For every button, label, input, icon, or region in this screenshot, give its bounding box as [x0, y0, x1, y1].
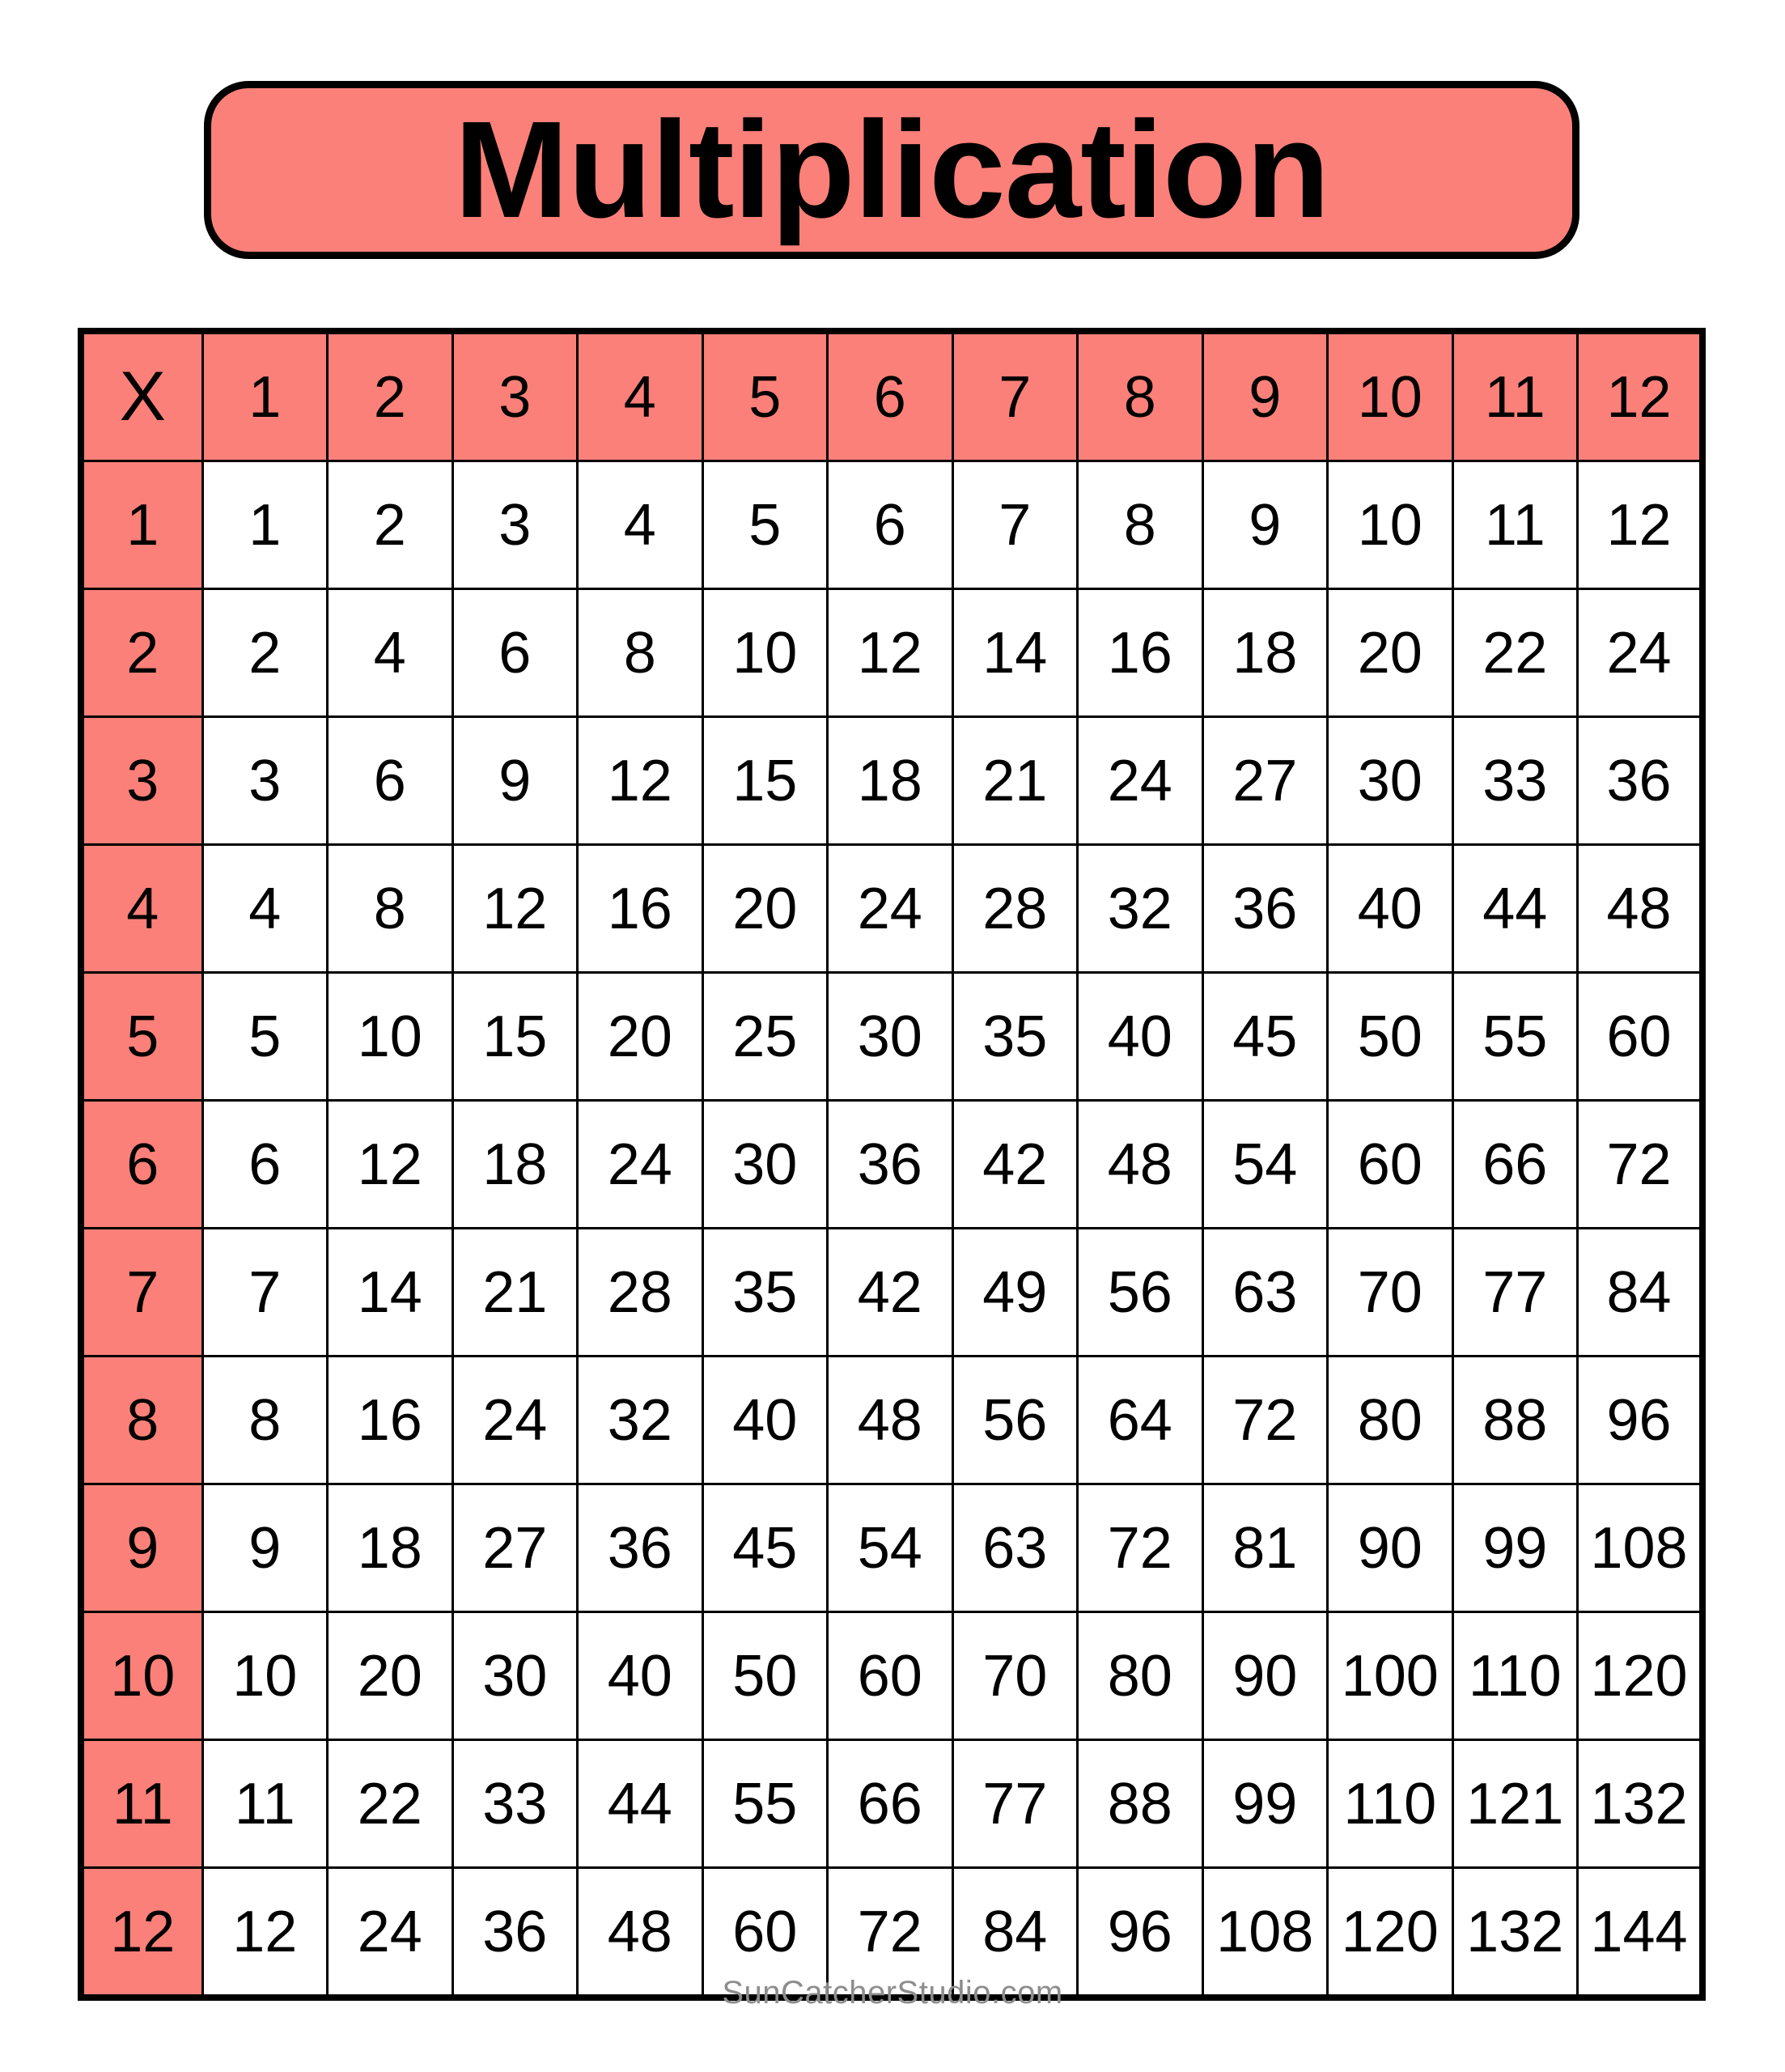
table-row	[81, 1484, 1702, 1612]
product-cell: 80	[1078, 1612, 1203, 1740]
row-header: 8	[81, 1357, 202, 1484]
product-cell: 56	[952, 1357, 1078, 1484]
product-cell: 24	[452, 1357, 578, 1484]
product-cell: 40	[702, 1357, 828, 1484]
product-cell: 63	[952, 1484, 1078, 1612]
product-cell: 24	[828, 845, 953, 973]
column-header: 6	[828, 331, 953, 461]
product-cell: 110	[1452, 1612, 1578, 1740]
table-header-row	[81, 331, 1702, 461]
column-header: 10	[1328, 331, 1453, 461]
product-cell: 6	[328, 717, 453, 845]
column-header: 3	[452, 331, 578, 461]
product-cell: 4	[578, 461, 703, 589]
product-cell: 8	[1078, 461, 1203, 589]
product-cell: 33	[1452, 717, 1578, 845]
product-cell: 9	[1202, 461, 1328, 589]
product-cell: 24	[1078, 717, 1203, 845]
product-cell: 5	[202, 973, 328, 1101]
table-row	[81, 461, 1702, 589]
product-cell: 54	[1202, 1101, 1328, 1229]
product-cell: 22	[1452, 589, 1578, 717]
product-cell: 40	[1328, 845, 1453, 973]
product-cell: 77	[952, 1740, 1078, 1868]
product-cell: 96	[1578, 1357, 1703, 1484]
product-cell: 15	[452, 973, 578, 1101]
product-cell: 48	[578, 1868, 703, 1998]
product-cell: 2	[328, 461, 453, 589]
table-row	[81, 1357, 1702, 1484]
product-cell: 42	[952, 1101, 1078, 1229]
table-row	[81, 1740, 1702, 1868]
product-cell: 28	[578, 1229, 703, 1357]
product-cell: 108	[1578, 1484, 1703, 1612]
column-header: 1	[202, 331, 328, 461]
product-cell: 14	[328, 1229, 453, 1357]
product-cell: 99	[1202, 1740, 1328, 1868]
product-cell: 6	[828, 461, 953, 589]
product-cell: 6	[202, 1101, 328, 1229]
product-cell: 55	[702, 1740, 828, 1868]
product-cell: 60	[828, 1612, 953, 1740]
product-cell: 77	[1452, 1229, 1578, 1357]
product-cell: 7	[952, 461, 1078, 589]
column-header: 5	[702, 331, 828, 461]
product-cell: 110	[1328, 1740, 1453, 1868]
product-cell: 90	[1202, 1612, 1328, 1740]
product-cell: 60	[702, 1868, 828, 1998]
column-header: 8	[1078, 331, 1203, 461]
table-row	[81, 1229, 1702, 1357]
product-cell: 36	[1578, 717, 1703, 845]
product-cell: 10	[202, 1612, 328, 1740]
table-row	[81, 589, 1702, 717]
footer-credit: SunCatcherStudio.com	[722, 1975, 1063, 2010]
product-cell: 66	[1452, 1101, 1578, 1229]
product-cell: 55	[1452, 973, 1578, 1101]
table-row	[81, 717, 1702, 845]
product-cell: 120	[1578, 1612, 1703, 1740]
product-cell: 120	[1328, 1868, 1453, 1998]
product-cell: 5	[702, 461, 828, 589]
product-cell: 16	[578, 845, 703, 973]
product-cell: 72	[1078, 1484, 1203, 1612]
row-header: 10	[81, 1612, 202, 1740]
product-cell: 25	[702, 973, 828, 1101]
product-cell: 35	[702, 1229, 828, 1357]
product-cell: 96	[1078, 1868, 1203, 1998]
product-cell: 12	[328, 1101, 453, 1229]
product-cell: 66	[828, 1740, 953, 1868]
product-cell: 18	[452, 1101, 578, 1229]
product-cell: 44	[578, 1740, 703, 1868]
row-header: 3	[81, 717, 202, 845]
product-cell: 56	[1078, 1229, 1203, 1357]
product-cell: 30	[702, 1101, 828, 1229]
row-header: 1	[81, 461, 202, 589]
product-cell: 36	[452, 1868, 578, 1998]
product-cell: 8	[202, 1357, 328, 1484]
product-cell: 132	[1452, 1868, 1578, 1998]
product-cell: 48	[1578, 845, 1703, 973]
product-cell: 18	[828, 717, 953, 845]
product-cell: 15	[702, 717, 828, 845]
title-banner-wrap	[204, 81, 1579, 259]
product-cell: 12	[202, 1868, 328, 1998]
product-cell: 49	[952, 1229, 1078, 1357]
row-header: 2	[81, 589, 202, 717]
product-cell: 21	[452, 1229, 578, 1357]
product-cell: 27	[1202, 717, 1328, 845]
product-cell: 40	[578, 1612, 703, 1740]
product-cell: 48	[828, 1357, 953, 1484]
row-header: 9	[81, 1484, 202, 1612]
table-row	[81, 845, 1702, 973]
column-header: 12	[1578, 331, 1703, 461]
page-title: Multiplication	[454, 93, 1329, 247]
product-cell: 9	[452, 717, 578, 845]
product-cell: 3	[202, 717, 328, 845]
product-cell: 21	[952, 717, 1078, 845]
product-cell: 72	[1578, 1101, 1703, 1229]
product-cell: 63	[1202, 1229, 1328, 1357]
row-header: 5	[81, 973, 202, 1101]
product-cell: 48	[1078, 1101, 1203, 1229]
product-cell: 16	[328, 1357, 453, 1484]
product-cell: 60	[1578, 973, 1703, 1101]
product-cell: 4	[202, 845, 328, 973]
product-cell: 2	[202, 589, 328, 717]
product-cell: 88	[1452, 1357, 1578, 1484]
table-corner-label: X	[81, 331, 202, 461]
product-cell: 1	[202, 461, 328, 589]
row-header: 6	[81, 1101, 202, 1229]
product-cell: 72	[828, 1868, 953, 1998]
product-cell: 10	[702, 589, 828, 717]
product-cell: 45	[1202, 973, 1328, 1101]
product-cell: 7	[202, 1229, 328, 1357]
product-cell: 12	[1578, 461, 1703, 589]
row-header: 7	[81, 1229, 202, 1357]
product-cell: 100	[1328, 1612, 1453, 1740]
product-cell: 50	[702, 1612, 828, 1740]
product-cell: 36	[828, 1101, 953, 1229]
product-cell: 28	[952, 845, 1078, 973]
product-cell: 132	[1578, 1740, 1703, 1868]
product-cell: 24	[328, 1868, 453, 1998]
multiplication-table-wrap	[78, 328, 1706, 2001]
table-row	[81, 973, 1702, 1101]
product-cell: 20	[578, 973, 703, 1101]
product-cell: 64	[1078, 1357, 1203, 1484]
product-cell: 54	[828, 1484, 953, 1612]
product-cell: 35	[952, 973, 1078, 1101]
title-banner	[204, 81, 1579, 259]
product-cell: 10	[328, 973, 453, 1101]
product-cell: 16	[1078, 589, 1203, 717]
product-cell: 30	[1328, 717, 1453, 845]
product-cell: 3	[452, 461, 578, 589]
product-cell: 24	[578, 1101, 703, 1229]
product-cell: 84	[1578, 1229, 1703, 1357]
product-cell: 45	[702, 1484, 828, 1612]
product-cell: 8	[578, 589, 703, 717]
product-cell: 108	[1202, 1868, 1328, 1998]
product-cell: 36	[1202, 845, 1328, 973]
product-cell: 27	[452, 1484, 578, 1612]
product-cell: 121	[1452, 1740, 1578, 1868]
product-cell: 144	[1578, 1868, 1703, 1998]
product-cell: 20	[328, 1612, 453, 1740]
product-cell: 18	[328, 1484, 453, 1612]
product-cell: 22	[328, 1740, 453, 1868]
product-cell: 80	[1328, 1357, 1453, 1484]
table-row	[81, 1612, 1702, 1740]
product-cell: 32	[1078, 845, 1203, 973]
product-cell: 40	[1078, 973, 1203, 1101]
row-header: 12	[81, 1868, 202, 1998]
product-cell: 12	[578, 717, 703, 845]
column-header: 4	[578, 331, 703, 461]
product-cell: 20	[702, 845, 828, 973]
column-header: 11	[1452, 331, 1578, 461]
product-cell: 18	[1202, 589, 1328, 717]
column-header: 9	[1202, 331, 1328, 461]
product-cell: 70	[1328, 1229, 1453, 1357]
product-cell: 33	[452, 1740, 578, 1868]
product-cell: 24	[1578, 589, 1703, 717]
product-cell: 81	[1202, 1484, 1328, 1612]
column-header: 7	[952, 331, 1078, 461]
product-cell: 30	[452, 1612, 578, 1740]
product-cell: 30	[828, 973, 953, 1101]
row-header: 4	[81, 845, 202, 973]
row-header: 11	[81, 1740, 202, 1868]
product-cell: 14	[952, 589, 1078, 717]
product-cell: 88	[1078, 1740, 1203, 1868]
product-cell: 84	[952, 1868, 1078, 1998]
column-header: 2	[328, 331, 453, 461]
product-cell: 12	[452, 845, 578, 973]
product-cell: 11	[1452, 461, 1578, 589]
product-cell: 99	[1452, 1484, 1578, 1612]
product-cell: 44	[1452, 845, 1578, 973]
product-cell: 32	[578, 1357, 703, 1484]
table-row	[81, 1101, 1702, 1229]
product-cell: 10	[1328, 461, 1453, 589]
product-cell: 8	[328, 845, 453, 973]
product-cell: 9	[202, 1484, 328, 1612]
product-cell: 90	[1328, 1484, 1453, 1612]
product-cell: 70	[952, 1612, 1078, 1740]
product-cell: 72	[1202, 1357, 1328, 1484]
product-cell: 60	[1328, 1101, 1453, 1229]
product-cell: 20	[1328, 589, 1453, 717]
product-cell: 6	[452, 589, 578, 717]
product-cell: 12	[828, 589, 953, 717]
product-cell: 42	[828, 1229, 953, 1357]
multiplication-table	[78, 328, 1706, 2001]
product-cell: 36	[578, 1484, 703, 1612]
product-cell: 11	[202, 1740, 328, 1868]
product-cell: 50	[1328, 973, 1453, 1101]
product-cell: 4	[328, 589, 453, 717]
